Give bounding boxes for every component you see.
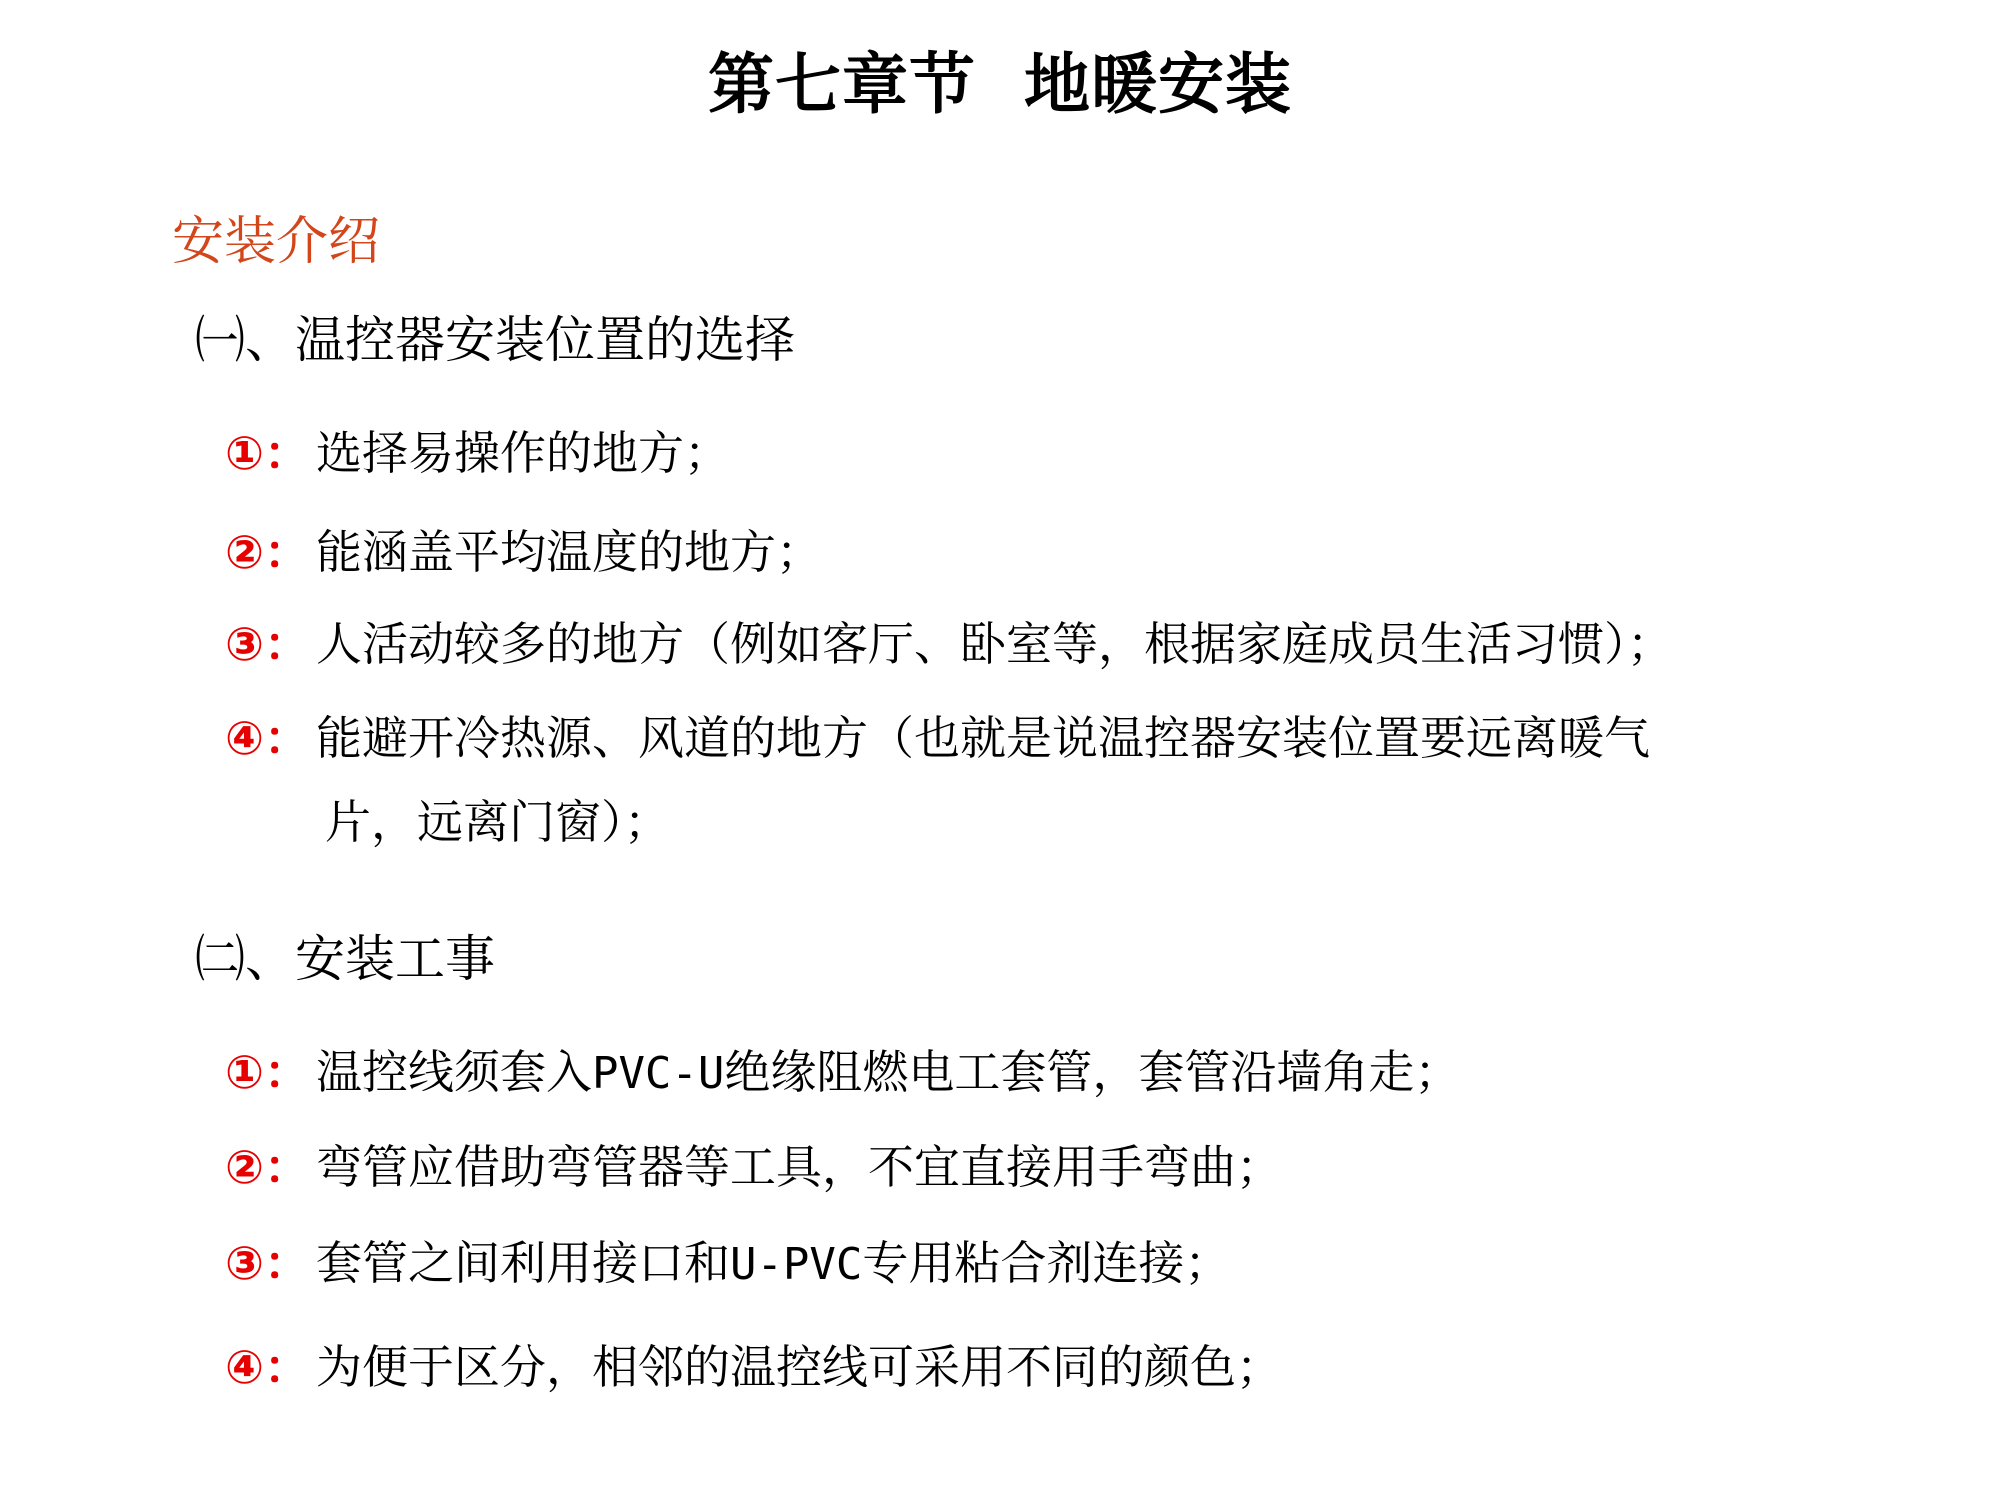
- item-text: 人活动较多的地方（例如客厅、卧室等，根据家庭成员生活习惯）；: [315, 617, 1673, 671]
- list-item: [225, 523, 822, 581]
- list-item: [225, 709, 1650, 767]
- item-text: 能涵盖平均温度的地方；: [315, 525, 822, 579]
- item-marker: ④：: [225, 711, 310, 765]
- item-marker: ②：: [225, 525, 310, 579]
- list-item-continuation: 片，远离门窗）；: [325, 795, 670, 849]
- list-item: [225, 1234, 1230, 1294]
- item-text: 绝缘阻燃电工套管，套管沿墙角走；: [724, 1045, 1461, 1099]
- item-marker: ③：: [225, 617, 310, 671]
- page-title: 第七章节 地暖安装: [708, 45, 1292, 123]
- list-item: [225, 424, 730, 482]
- item-text: 套管之间利用接口和: [315, 1236, 730, 1290]
- list-item: [225, 1338, 1282, 1396]
- item-text: 专用粘合剂连接；: [862, 1236, 1231, 1290]
- section-label: 安装介绍: [172, 212, 381, 272]
- item-marker: ①：: [225, 1045, 310, 1099]
- item-marker: ①：: [225, 426, 310, 480]
- item-marker: ②：: [225, 1140, 310, 1194]
- item-marker: ④：: [225, 1340, 310, 1394]
- item-latin-term: U-PVC: [729, 1239, 863, 1290]
- item-text: 能避开冷热源、风道的地方（也就是说温控器安装位置要远离暖气: [315, 711, 1650, 765]
- item-text: 温控线须套入: [315, 1045, 592, 1099]
- list-item: [225, 615, 1673, 673]
- heading-installation-work: ㈡、安装工事: [195, 930, 495, 988]
- item-text: 为便于区分，相邻的温控线可采用不同的颜色；: [315, 1340, 1282, 1394]
- item-text: 选择易操作的地方；: [315, 426, 730, 480]
- item-marker: ③：: [225, 1236, 310, 1290]
- list-item: [225, 1138, 1282, 1196]
- item-text: 弯管应借助弯管器等工具，不宜直接用手弯曲；: [315, 1140, 1282, 1194]
- heading-thermostat-location: ㈠、温控器安装位置的选择: [195, 311, 795, 369]
- item-latin-term: PVC-U: [591, 1048, 725, 1099]
- list-item: [225, 1043, 1460, 1103]
